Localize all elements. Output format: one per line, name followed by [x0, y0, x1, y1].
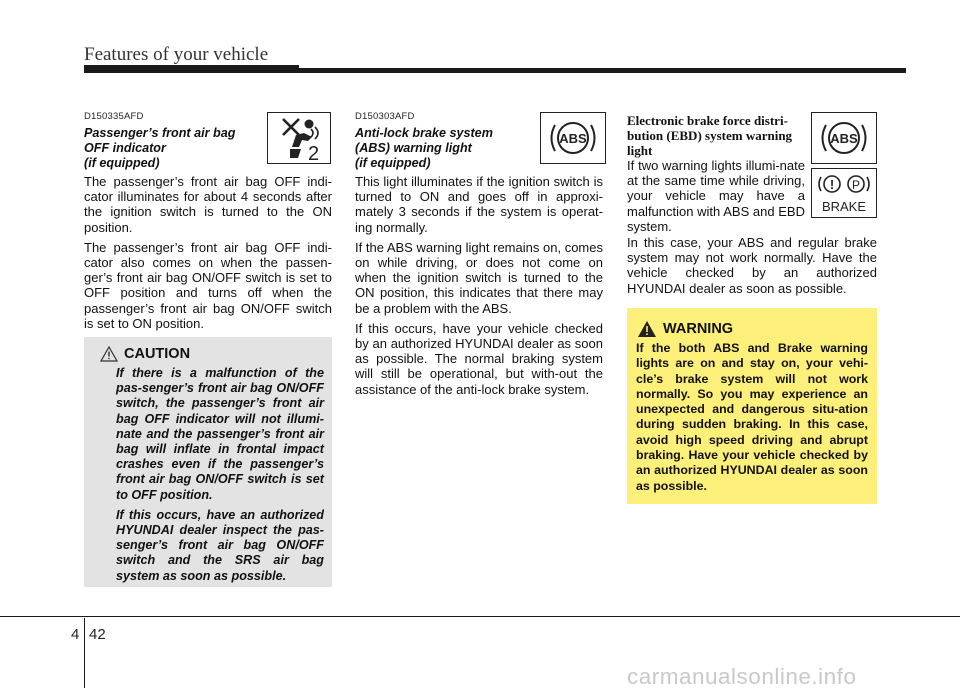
section-heading-abs	[355, 126, 535, 171]
heading-line: OFF indicator	[84, 141, 166, 155]
warning-header	[637, 320, 733, 338]
heading-line: (if equipped)	[84, 156, 160, 170]
airbag-off-indicator-icon	[267, 112, 331, 164]
paragraph: If the ABS warning light remains on, comes on while driving, or does not come on when the ignition switch is turned to the ON position, this indicates that there may be a problem with the ABS.	[355, 239, 603, 316]
parking-icon: P	[851, 178, 861, 192]
paragraph: The passenger’s front air bag OFF indi-cator illuminates for about 4 seconds after the ignition switch is turned to the ON position.	[84, 174, 332, 235]
abs-light-icon	[811, 112, 877, 164]
abs-body	[355, 174, 603, 402]
warning-triangle-icon	[100, 346, 118, 362]
brake-icon-label: BRAKE	[821, 199, 867, 214]
caution-header	[100, 346, 190, 362]
footer-divider	[84, 618, 85, 688]
warning-box	[627, 308, 877, 504]
heading-line: Passenger’s front air bag	[84, 126, 236, 140]
abs-icon-label: ABS	[559, 131, 587, 146]
ebd-body-1	[627, 158, 805, 239]
caution-title: CAUTION	[124, 346, 191, 362]
heading-line: light	[627, 143, 653, 158]
section-heading-airbag-off	[84, 126, 264, 171]
heading-line: (if equipped)	[355, 156, 431, 170]
chapter-number: 4	[71, 626, 80, 643]
warning-body: If the both ABS and Brake warning lights are on and stay on, your vehi-cle’s brake system will not work normally. So you may experience an unexpected and dangerous situ-ation during sudden braking. In this case, avoid high speed driving and abrupt braking. Have your vehicle checked by an authorized HYUNDAI dealer as soon as possible.	[636, 341, 868, 493]
paragraph: The passenger’s front air bag OFF indi-cator also comes on when the passen-ger’s front air bag ON/OFF switch is set to OFF position and turns off when the passenger’s front air bag ON/OFF switch is set to ON position.	[84, 239, 332, 331]
page-number: 42	[89, 626, 106, 643]
caution-box	[84, 337, 332, 587]
ebd-body-2	[627, 235, 877, 301]
section-code: D150335AFD	[84, 111, 144, 122]
footer-rule	[0, 616, 960, 617]
watermark: carmanualsonline.info	[627, 664, 857, 689]
paragraph: If there is a malfunction of the pas-senger’s front air bag ON/OFF switch, the passenger’s front air bag OFF indicator will not illumi-nate and the passenger’s front air bag will inflate in frontal impact crashes even if the passenger’s front air bag ON/OFF switch is set to OFF position.	[116, 366, 324, 502]
page-header-title: Features of your vehicle	[84, 44, 269, 65]
warning-triangle-icon	[637, 320, 657, 338]
paragraph: If two warning lights illumi-nate at the same time while driving, your vehicle may have a malfunction with ABS and EBD system.	[627, 158, 805, 234]
abs-warning-light-icon	[540, 112, 606, 164]
warning-title: WARNING	[663, 321, 734, 337]
paragraph: If this occurs, have an authorized HYUNDAI dealer inspect the pas-senger’s front air bag ON/OFF switch and the SRS air bag system as soon as possible.	[116, 507, 324, 583]
exclamation-icon: !	[829, 177, 835, 192]
abs-icon-label: ABS	[830, 131, 858, 146]
airbag-icon-number: 2	[308, 143, 320, 163]
heading-line: Anti-lock brake system	[355, 126, 493, 140]
header-rule-accent	[84, 65, 299, 73]
caution-body	[116, 366, 324, 589]
heading-line: Electronic brake force distri-	[627, 113, 788, 128]
section-code: D150303AFD	[355, 111, 415, 122]
airbag-off-body	[84, 174, 332, 336]
paragraph: This light illuminates if the ignition switch is turned to ON and goes off in approxi-mately 3 seconds if the system is operat-ing normally.	[355, 174, 603, 235]
paragraph: In this case, your ABS and regular brake system may not work normally. Have the vehicle checked by an authorized HYUNDAI dealer as soon as possible.	[627, 235, 877, 296]
heading-line: (ABS) warning light	[355, 141, 472, 155]
brake-light-icon	[811, 168, 877, 218]
paragraph: If this occurs, have your vehicle checked by an authorized HYUNDAI dealer as soon as possible. The normal braking system will still be operational, but with-out the assistance of the anti-lock brake system.	[355, 320, 603, 397]
heading-line: bution (EBD) system warning	[627, 128, 793, 143]
section-heading-ebd	[627, 113, 807, 158]
